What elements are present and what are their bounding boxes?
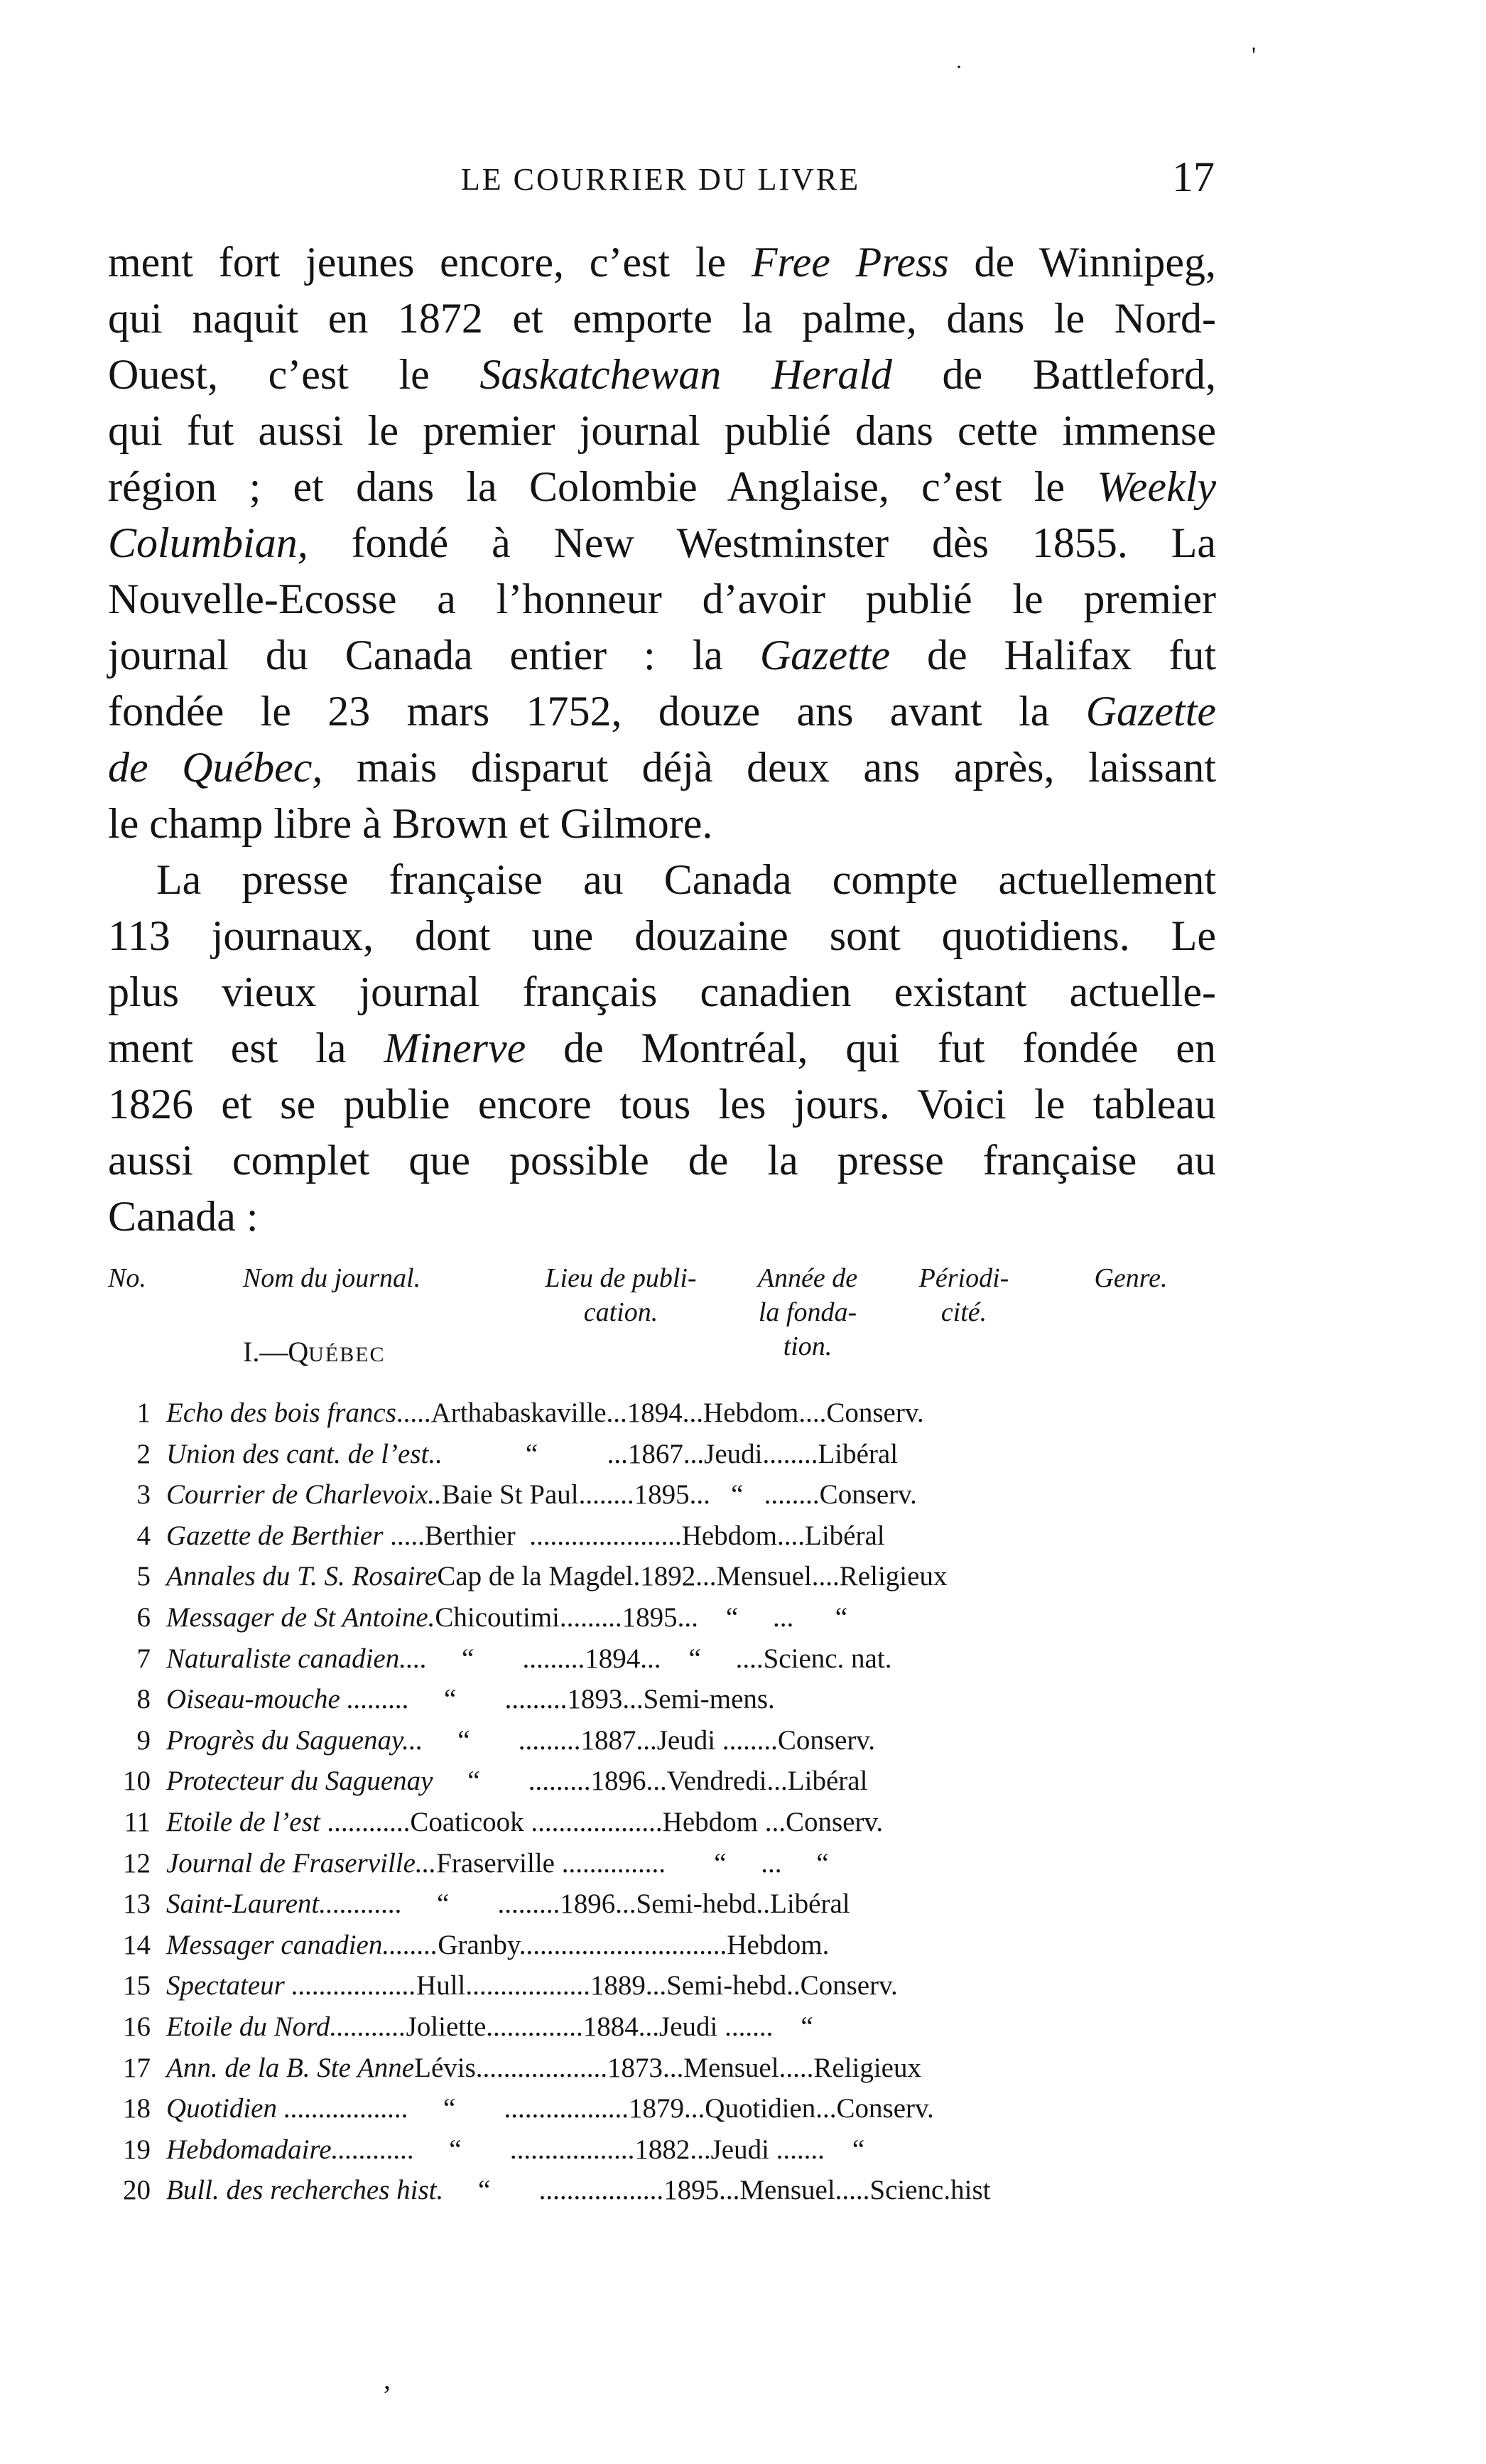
row-number: 9 bbox=[136, 1724, 151, 1756]
journal-name: Annales du T. S. Rosaire bbox=[166, 1561, 438, 1592]
journal-details: Fraserville ............... “ ... “ bbox=[436, 1847, 829, 1879]
row-content bbox=[166, 1597, 1274, 1638]
row-number: 1 bbox=[136, 1398, 151, 1428]
row-number: 15 bbox=[123, 1970, 151, 2001]
header-nom: Nom du journal. bbox=[242, 1263, 421, 1293]
table-row bbox=[108, 1597, 1216, 1638]
row-content bbox=[166, 1761, 1274, 1802]
journal-name: Hebdomadaire............ bbox=[166, 2134, 415, 2165]
text-run: de Montréal, qui fut fondée en bbox=[526, 1025, 1216, 1071]
text-line bbox=[108, 515, 1216, 571]
section-rest: UÉBEC bbox=[308, 1343, 386, 1366]
row-content bbox=[166, 1474, 1274, 1515]
row-number: 20 bbox=[123, 2175, 151, 2206]
table-row bbox=[108, 1761, 1216, 1802]
row-number: 5 bbox=[136, 1561, 151, 1592]
text-run: La presse française au Canada compte actuellement bbox=[156, 856, 1216, 903]
journal-name: Courrier de Charlevoix.. bbox=[166, 1479, 442, 1511]
text-line bbox=[108, 1133, 1216, 1189]
journal-details: .....Berthier ......................Hebdom....Libéral bbox=[383, 1520, 885, 1551]
ink-speck: ' bbox=[1252, 43, 1257, 69]
journal-details: ............Coaticook ...................Hebdom ...Conserv. bbox=[320, 1806, 884, 1837]
italic-title: de Québec, bbox=[108, 744, 323, 791]
row-number: 16 bbox=[123, 2011, 151, 2042]
journal-details: Cap de la Magdel.1892...Mensuel....Religieux bbox=[437, 1561, 948, 1592]
journal-name: Echo des bois francs bbox=[166, 1398, 396, 1428]
table-row bbox=[108, 2129, 1216, 2171]
row-content bbox=[166, 1515, 1274, 1557]
italic-title: Saskatchewan Herald bbox=[479, 351, 892, 398]
journal-details: Chicoutimi.........1895... “ ... “ bbox=[435, 1601, 848, 1633]
text-run: le champ libre à Brown et Gilmore. bbox=[108, 800, 713, 847]
text-run: de Battleford, bbox=[891, 351, 1217, 398]
italic-title: Columbian, bbox=[108, 519, 308, 566]
section-label bbox=[243, 1335, 386, 1368]
journal-details: .....Arthabaskaville...1894...Hebdom....Conserv. bbox=[396, 1398, 924, 1428]
journal-name: Messager canadien........ bbox=[166, 1929, 438, 1960]
journal-details: “ ...1867...Jeudi........Libéral bbox=[442, 1438, 899, 1469]
ink-speck: , bbox=[384, 2363, 391, 2395]
italic-title: Gazette bbox=[1085, 688, 1216, 735]
header-genre: Genre. bbox=[1094, 1263, 1168, 1293]
text-line bbox=[108, 627, 1216, 683]
journal-name: Progrès du Saguenay... bbox=[166, 1724, 423, 1756]
row-content bbox=[166, 1679, 1274, 1720]
table-row bbox=[108, 2170, 1216, 2211]
row-number: 7 bbox=[136, 1643, 151, 1674]
journal-details: “ .........1893...Semi-mens. bbox=[409, 1684, 775, 1715]
table-row bbox=[108, 2048, 1216, 2089]
journal-details: “ .........1896...Vendredi...Libéral bbox=[433, 1766, 868, 1797]
text-line bbox=[108, 571, 1216, 627]
journal-details: “ ..................1882...Jeudi ....... “ bbox=[414, 2134, 865, 2165]
row-content bbox=[166, 1638, 1274, 1680]
journal-name: Messager de St Antoine. bbox=[166, 1601, 435, 1633]
text-line bbox=[108, 683, 1216, 740]
page-number: 17 bbox=[1172, 153, 1215, 200]
text-run: de Halifax fut bbox=[890, 632, 1216, 679]
text-run: 113 journaux, dont une douzaine sont quotidiens. Le bbox=[108, 912, 1216, 959]
text-line bbox=[108, 796, 1216, 852]
table-row bbox=[108, 1925, 1216, 1966]
text-line bbox=[108, 740, 1216, 796]
text-line bbox=[108, 964, 1216, 1020]
text-run: ment est la bbox=[108, 1025, 384, 1071]
italic-title: Gazette bbox=[759, 632, 891, 679]
row-number: 14 bbox=[123, 1929, 151, 1960]
text-line bbox=[108, 291, 1216, 347]
journal-details: “ .........1896...Semi-hebd..Libéral bbox=[402, 1888, 850, 1920]
table-row bbox=[108, 1474, 1216, 1515]
header-periodicite: Périodi- cité. bbox=[918, 1263, 1009, 1327]
table-row bbox=[108, 1802, 1216, 1843]
row-content bbox=[166, 2170, 1274, 2211]
table-row bbox=[108, 1434, 1216, 1475]
journal-name: Quotidien .................. bbox=[166, 2093, 409, 2124]
row-content bbox=[166, 1434, 1274, 1475]
journal-details: “ ..................1895...Mensuel.....Scienc.hist bbox=[443, 2175, 991, 2206]
journal-name: Spectateur .................. bbox=[166, 1970, 417, 2001]
journal-name: Ann. de la B. Ste Anne bbox=[166, 2052, 415, 2083]
body-text bbox=[108, 234, 1216, 1245]
italic-title: Weekly bbox=[1097, 463, 1216, 510]
text-line bbox=[108, 1189, 1216, 1245]
table-row bbox=[108, 1556, 1216, 1597]
journal-name: Oiseau-mouche ......... bbox=[166, 1684, 410, 1715]
table-header bbox=[108, 1261, 1216, 1393]
paragraph-2 bbox=[108, 852, 1216, 1245]
journal-details: Baie St Paul........1895... “ ........Conserv. bbox=[441, 1479, 917, 1511]
row-content bbox=[166, 2129, 1274, 2171]
row-content bbox=[166, 1802, 1274, 1843]
text-run: fondé à New Westminster dès 1855. La bbox=[308, 519, 1216, 566]
text-run: qui naquit en 1872 et emporte la palme, dans le Nord- bbox=[108, 295, 1216, 342]
journal-details: Joliette..............1884...Jeudi ....... “ bbox=[406, 2011, 813, 2042]
journal-name: Etoile de l’est bbox=[166, 1806, 320, 1837]
header-lieu: Lieu de publi- cation. bbox=[545, 1263, 697, 1327]
row-content bbox=[166, 1556, 1274, 1597]
italic-title: Minerve bbox=[384, 1025, 526, 1071]
row-content bbox=[166, 1965, 1274, 2006]
row-number: 2 bbox=[136, 1438, 151, 1469]
text-run: qui fut aussi le premier journal publié dans cette immense bbox=[108, 407, 1216, 454]
row-content bbox=[166, 2088, 1274, 2129]
journal-name: Bull. des recherches hist. bbox=[166, 2175, 444, 2206]
text-run: mais disparut déjà deux ans après, laissant bbox=[322, 744, 1216, 791]
row-number: 17 bbox=[123, 2052, 151, 2083]
row-content bbox=[166, 1925, 1274, 1966]
row-number: 18 bbox=[123, 2093, 151, 2124]
journal-details: “ .........1887...Jeudi ........Conserv. bbox=[423, 1724, 876, 1756]
text-run: ment fort jeunes encore, c’est le bbox=[108, 239, 752, 286]
header-no: No. bbox=[108, 1263, 146, 1293]
running-head bbox=[107, 153, 1215, 202]
row-number: 3 bbox=[136, 1479, 151, 1511]
running-title: LE COURRIER DU LIVRE bbox=[460, 162, 861, 197]
text-run: 1826 et se publie encore tous les jours. Voici le tableau bbox=[108, 1081, 1216, 1128]
row-content bbox=[166, 2048, 1274, 2089]
journal-details: “ .........1894... “ ....Scienc. nat. bbox=[427, 1643, 892, 1674]
table-row bbox=[108, 1515, 1216, 1557]
row-content bbox=[166, 2006, 1274, 2048]
journal-details: Granby..............................Hebdom. bbox=[438, 1929, 830, 1960]
text-line bbox=[108, 347, 1216, 403]
table-row bbox=[108, 1393, 1216, 1434]
journal-details: Lévis...................1873...Mensuel.....Religieux bbox=[414, 2052, 921, 2083]
journal-name: Naturaliste canadien.... bbox=[166, 1643, 428, 1674]
text-line bbox=[108, 403, 1216, 459]
text-line bbox=[108, 234, 1216, 291]
journal-name: Protecteur du Saguenay bbox=[166, 1766, 433, 1797]
table-row bbox=[108, 1884, 1216, 1925]
text-run: Ouest, c’est le bbox=[108, 351, 480, 398]
row-number: 19 bbox=[123, 2134, 151, 2165]
text-line bbox=[108, 459, 1216, 515]
table-body bbox=[108, 1393, 1216, 2211]
table-row bbox=[108, 1843, 1216, 1884]
row-number: 8 bbox=[136, 1684, 151, 1715]
table-row bbox=[108, 1638, 1216, 1680]
text-run: plus vieux journal français canadien existant actuelle- bbox=[108, 968, 1216, 1015]
text-run: journal du Canada entier : la bbox=[108, 632, 760, 679]
row-content bbox=[166, 1720, 1274, 1761]
text-run: Canada : bbox=[108, 1193, 259, 1240]
row-content bbox=[166, 1843, 1274, 1884]
text-run: Nouvelle-Ecosse a l’honneur d’avoir publié le premier bbox=[108, 576, 1216, 622]
text-line bbox=[108, 852, 1216, 908]
text-line bbox=[108, 1076, 1216, 1133]
journal-name: Gazette de Berthier bbox=[166, 1520, 384, 1551]
table-row bbox=[108, 1720, 1216, 1761]
journal-details: “ ..................1879...Quotidien...Conserv. bbox=[408, 2093, 934, 2124]
row-number: 6 bbox=[136, 1601, 151, 1633]
row-number: 12 bbox=[123, 1847, 151, 1879]
journal-name: Journal de Fraserville... bbox=[166, 1847, 437, 1879]
row-content bbox=[166, 1393, 1274, 1434]
row-number: 11 bbox=[124, 1806, 151, 1837]
journal-details: Hull..................1889...Semi-hebd..Conserv. bbox=[416, 1970, 898, 2001]
row-number: 10 bbox=[123, 1766, 151, 1797]
ink-speck: · bbox=[955, 55, 962, 79]
table-row bbox=[108, 2088, 1216, 2129]
text-run: de Winnipeg, bbox=[948, 239, 1217, 286]
text-run: aussi complet que possible de la presse française au bbox=[108, 1137, 1216, 1184]
row-number: 13 bbox=[123, 1888, 151, 1920]
paragraph-1 bbox=[108, 234, 1216, 852]
journal-name: Etoile du Nord........... bbox=[166, 2011, 406, 2042]
row-content bbox=[166, 1884, 1274, 1925]
section-prefix: I.—Q bbox=[243, 1336, 309, 1368]
table-row bbox=[108, 1965, 1216, 2006]
newspaper-table bbox=[108, 1261, 1216, 2211]
table-row bbox=[108, 2006, 1216, 2048]
table-row bbox=[108, 1679, 1216, 1720]
text-line bbox=[108, 1020, 1216, 1076]
text-line bbox=[108, 908, 1216, 964]
header-annee: Année de la fonda- tion. bbox=[757, 1263, 858, 1361]
text-run: fondée le 23 mars 1752, douze ans avant la bbox=[108, 688, 1086, 735]
journal-name: Saint-Laurent............ bbox=[166, 1888, 403, 1920]
journal-name: Union des cant. de l’est.. bbox=[166, 1438, 443, 1469]
text-run: région ; et dans la Colombie Anglaise, c’est le bbox=[108, 463, 1097, 510]
row-number: 4 bbox=[136, 1520, 151, 1551]
italic-title: Free Press bbox=[751, 239, 949, 286]
